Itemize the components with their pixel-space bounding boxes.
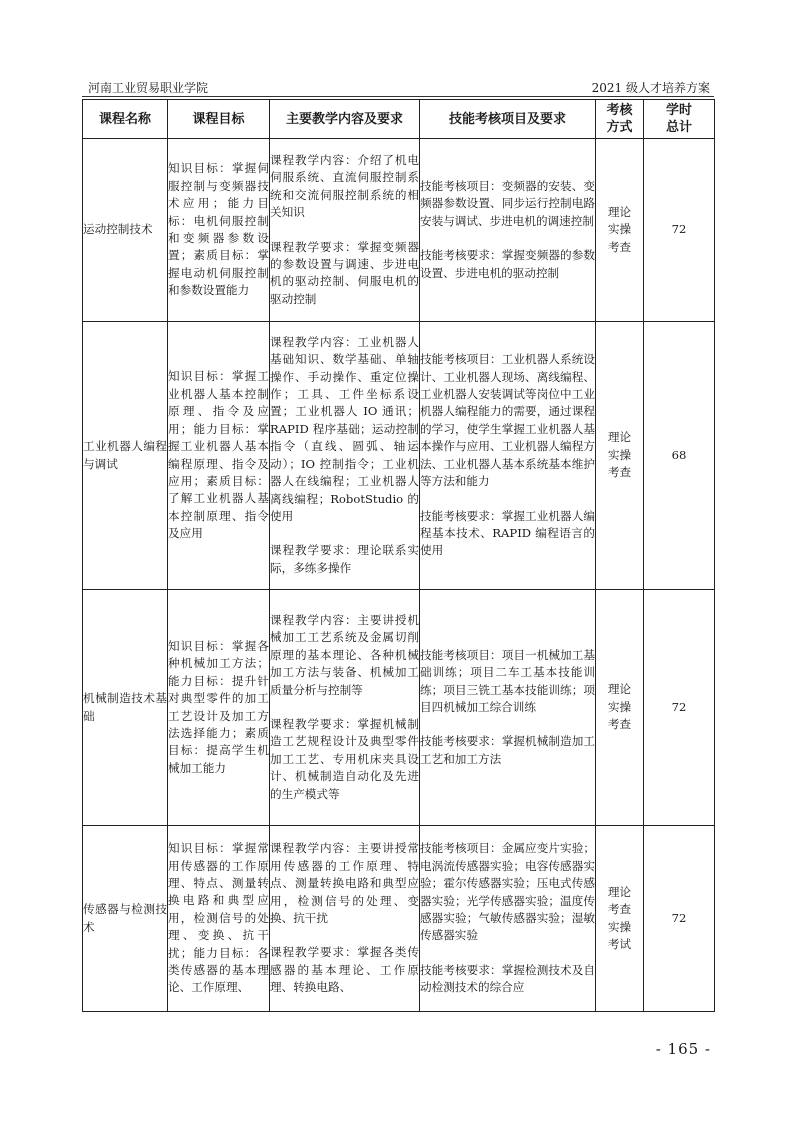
content-intro: 课程教学内容：介绍了机电伺服系统、直流伺服控制系统和交流伺服控制系统的相关知识 [270,152,419,220]
table-row [83,139,715,322]
teaching-content [270,139,420,322]
column-header-teaching-content: 主要教学内容及要求 [270,100,420,139]
table-row [83,590,715,826]
course-name: 机械制造技术基础 [83,590,168,826]
course-name: 传感器与检测技术 [83,826,168,1012]
column-header-total-hours: 学时总计 [644,100,715,139]
course-goal: 知识目标：掌握伺服控制与变频器技术应用；能力目标：电机伺服控制和变频器参数设置；素质目标：掌握电动机伺服控制和参数设置能力 [168,139,270,322]
teaching-content [270,322,420,590]
skill-assessment [420,139,596,322]
table-row [83,322,715,590]
total-hours: 72 [644,139,715,322]
table-header-row [83,100,715,139]
total-hours: 68 [644,322,715,590]
skill-items: 技能考核项目：金属应变片实验；电涡流传感器实验；电容传感器实验；霍尔传感器实验；压电式传感器实验；光学传感器实验；温度传感器实验；气敏传感器实验；湿敏传感器实验 [420,841,595,943]
content-intro: 课程教学内容：主要讲授常用传感器的工作原理、特点、测量转换电路和典型应用，检测信号的处理、变换、抗干扰 [270,841,419,925]
column-header-course-goal: 课程目标 [168,100,270,139]
table-row [83,826,715,1012]
course-name: 运动控制技术 [83,139,168,322]
skill-requirement: 技能考核要求：掌握变频器的参数设置、步进电机的驱动控制 [420,248,595,280]
column-header-skill-assessment: 技能考核项目及要求 [420,100,596,139]
course-table [82,99,715,1012]
skill-requirement: 技能考核要求：掌握检测技术及自动检测技术的综合应 [420,962,595,995]
header-document-title: 2021 级人才培养方案 [591,81,710,95]
teaching-content [270,826,420,1012]
teaching-content [270,590,420,826]
assessment-method: 理论实操考查 [596,322,644,590]
skill-assessment [420,590,596,826]
skill-requirement: 技能考核要求：掌握机械制造加工工艺和加工方法 [420,734,595,766]
course-goal: 知识目标：掌握各种机械加工方法；能力目标：提升针对典型零件的加工工艺设计及加工方法选择能力；素质目标：提高学生机械加工能力 [168,590,270,826]
header-rule [82,96,714,97]
skill-assessment [420,322,596,590]
content-intro: 课程教学内容：主要讲授机械加工工艺系统及金属切削原理的基本理论、各种机械加工方法与装备、机械加工质量分析与控制等 [270,612,419,697]
content-requirement: 课程教学要求：掌握各类传感器的基本理论、工作原理、转换电路、 [270,945,419,995]
course-name: 工业机器人编程与调试 [83,322,168,590]
content-requirement: 课程教学要求：理论联系实际，多练多操作 [270,543,419,575]
skill-items: 技能考核项目：变频器的安装、变频器参数设置、同步运行控制电路安装与调试、步进电机的调速控制 [420,178,595,228]
skill-items: 技能考核项目：工业机器人系统设计、工业机器人现场、离线编程、工业机器人安装调试等岗位中工业机器人编程能力的需要，通过课程的学习，使学生掌握工业机器人基本操作与应用、工业机器人编程方法、工业机器人基本系统基本维护等方法和能力 [420,352,595,489]
page-number: - 165 - [655,1040,711,1058]
assessment-method: 理论实操考查 [596,590,644,826]
header-school-name: 河南工业贸易职业学院 [88,81,209,95]
content-requirement: 课程教学要求：掌握变频器的参数设置与调速、步进电机的驱动控制、伺服电机的驱动控制 [270,239,419,306]
column-header-course-name: 课程名称 [83,100,168,139]
total-hours: 72 [644,826,715,1012]
column-header-assessment-method: 考核方式 [596,100,644,139]
course-goal: 知识目标：掌握常用传感器的工作原理、特点、测量转换电路和典型应用，检测信号的处理、变换、抗干扰；能力目标：各类传感器的基本理论、工作原理、 [168,826,270,1012]
total-hours: 72 [644,590,715,826]
content-intro: 课程教学内容：工业机器人基础知识、数学基础、单轴操作、手动操作、重定位操作；工具、工件坐标系设置；工业机器人 IO 通讯；RAPID 程序基础；运动控制指令（直线、圆弧、轴运动）；IO 控制指令；工业机器人在线编程；工业机器人离线编程；RobotStudio 的使用 [270,334,419,523]
course-goal: 知识目标：掌握工业机器人基本控制原理、指令及应用；能力目标：掌握工业机器人基本编程原理、指令及应用；素质目标：了解工业机器人基本控制原理、指令及应用 [168,322,270,590]
assessment-method: 理论实操考查 [596,139,644,322]
content-requirement: 课程教学要求：掌握机械制造工艺规程设计及典型零件加工工艺、专用机床夹具设计、机械制造自动化及先进的生产模式等 [270,717,419,801]
skill-items: 技能考核项目：项目一机械加工基础训练；项目二车工基本技能训练；项目三铣工基本技能训练；项目四机械加工综合训练 [420,647,595,714]
skill-requirement: 技能考核要求：掌握工业机器人编程基本技术、RAPID 编程语言的使用 [420,508,595,558]
assessment-method: 理论考查实操考试 [596,826,644,1012]
skill-assessment [420,826,596,1012]
page-header [82,77,714,95]
